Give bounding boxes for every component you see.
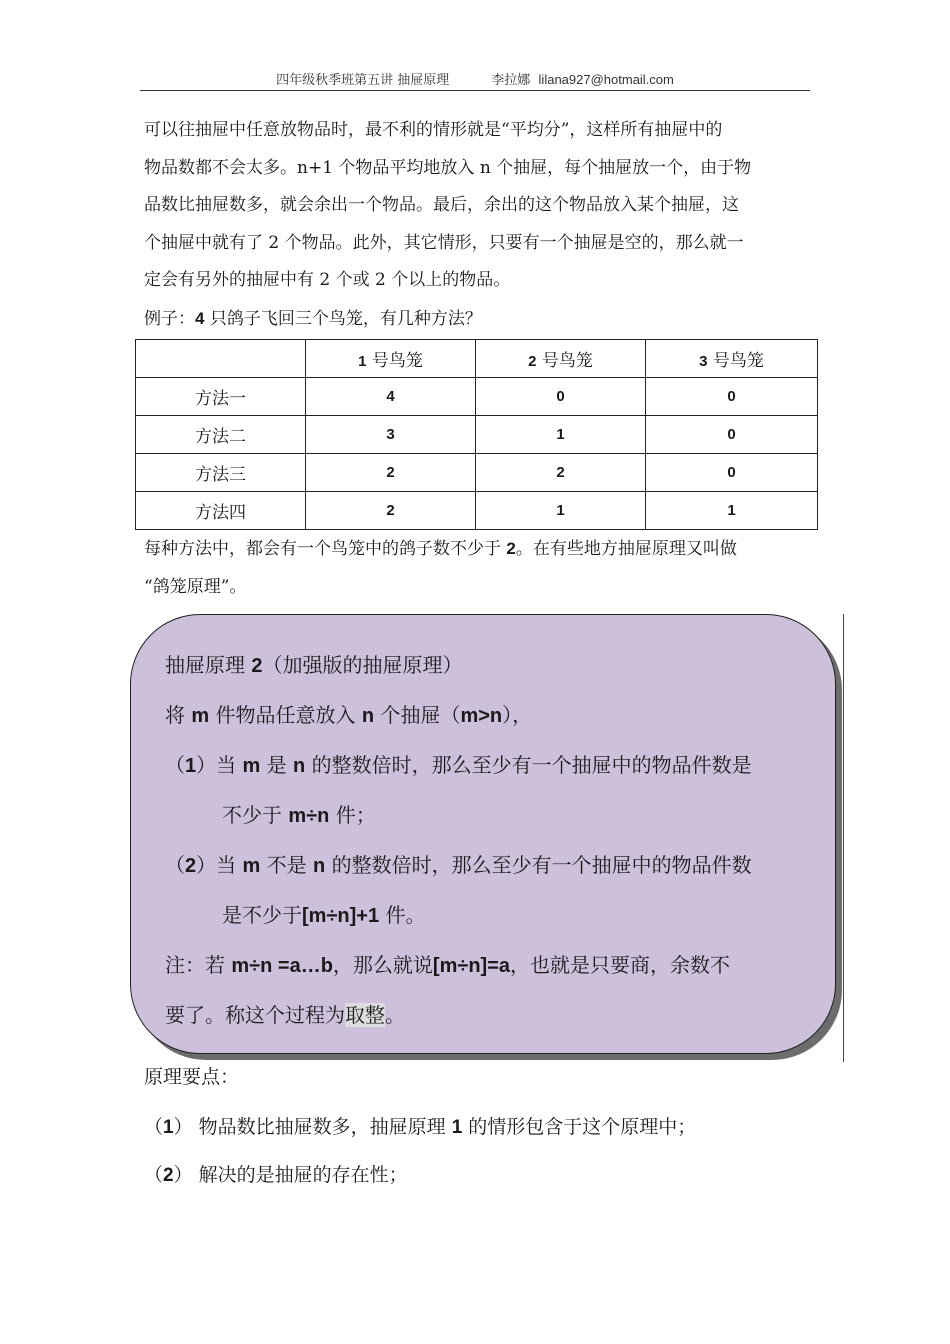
value-cell: 3 xyxy=(306,416,476,454)
callout-case-1-cont: 不少于 m÷n 件； xyxy=(222,803,376,827)
pigeon-table xyxy=(135,339,818,530)
callout-case-2-cont: 是不少于[m÷n]+1 件。 xyxy=(222,903,426,927)
header-course: 四年级秋季班第五讲 抽屉原理 xyxy=(276,73,450,88)
header-author: 李拉娜 xyxy=(491,73,531,88)
intro-line: 定会有另外的抽屉中有 2 个或 2 个以上的物品。 xyxy=(144,270,511,290)
table-row xyxy=(136,492,818,530)
intro-line: 品数比抽屉数多，就会余出一个物品。最后，余出的这个物品放入某个抽屉，这 xyxy=(144,195,739,215)
callout-note: 注：若 m÷n =a…b，那么就说[m÷n]=a，也就是只要商，余数不 xyxy=(165,953,731,977)
header-email: lilana927@hotmail.com xyxy=(538,72,674,87)
callout-case-2: （2）当 m 不是 n 的整数倍时，那么至少有一个抽屉中的物品件数 xyxy=(165,853,752,877)
page-header xyxy=(140,72,810,91)
table-header-cell: 1 号鸟笼 xyxy=(306,340,476,378)
table-header-cell: 2 号鸟笼 xyxy=(476,340,646,378)
page-side-rule xyxy=(843,614,844,1062)
callout-statement: 将 m 件物品任意放入 n 个抽屉（m>n）， xyxy=(165,703,533,727)
method-cell: 方法三 xyxy=(136,454,306,492)
value-cell: 1 xyxy=(476,416,646,454)
value-cell: 0 xyxy=(476,378,646,416)
value-cell: 0 xyxy=(646,454,818,492)
table-row xyxy=(136,416,818,454)
after-line: “鸽笼原理”。 xyxy=(144,576,247,597)
after-table-paragraph xyxy=(144,530,810,606)
callout-title: 抽屉原理 2（加强版的抽屉原理） xyxy=(165,653,463,677)
value-cell: 1 xyxy=(476,492,646,530)
value-cell: 4 xyxy=(306,378,476,416)
point-1: （1） 物品数比抽屉数多，抽屉原理 1 的情形包含于这个原理中； xyxy=(144,1116,697,1138)
method-cell: 方法四 xyxy=(136,492,306,530)
example-line: 例子：4 只鸽子飞回三个鸟笼，有几种方法？ xyxy=(144,309,482,329)
value-cell: 0 xyxy=(646,378,818,416)
example-number: 4 xyxy=(195,309,205,328)
point-2: （2） 解决的是抽屉的存在性； xyxy=(144,1164,408,1186)
method-cell: 方法一 xyxy=(136,378,306,416)
intro-paragraph xyxy=(144,112,810,300)
table-header-row xyxy=(136,340,818,378)
method-cell: 方法二 xyxy=(136,416,306,454)
value-cell: 2 xyxy=(306,492,476,530)
highlighted-term: 取整 xyxy=(345,1003,385,1027)
value-cell: 2 xyxy=(476,454,646,492)
callout-case-1: （1）当 m 是 n 的整数倍时，那么至少有一个抽屉中的物品件数是 xyxy=(165,753,752,777)
intro-line: 可以往抽屉中任意放物品时，最不利的情形就是“平均分”，这样所有抽屉中的 xyxy=(144,120,723,140)
table-header-empty xyxy=(136,340,306,378)
callout-note-cont: 要了。称这个过程为取整。 xyxy=(165,1003,405,1027)
table-row xyxy=(136,454,818,492)
table-row xyxy=(136,378,818,416)
after-line: 每种方法中，都会有一个鸟笼中的鸽子数不少于 2。在有些地方抽屉原理又叫做 xyxy=(144,539,737,559)
principle-2-callout xyxy=(130,614,836,1054)
intro-line: 个抽屉中就有了 2 个物品。此外，其它情形，只要有一个抽屉是空的，那么就一 xyxy=(144,232,744,253)
table-header-cell: 3 号鸟笼 xyxy=(646,340,818,378)
points-title: 原理要点： xyxy=(144,1066,240,1088)
value-cell: 1 xyxy=(646,492,818,530)
value-cell: 2 xyxy=(306,454,476,492)
value-cell: 0 xyxy=(646,416,818,454)
intro-line: 物品数都不会太多。n+1 个物品平均地放入 n 个抽屉，每个抽屉放一个，由于物 xyxy=(144,157,752,178)
